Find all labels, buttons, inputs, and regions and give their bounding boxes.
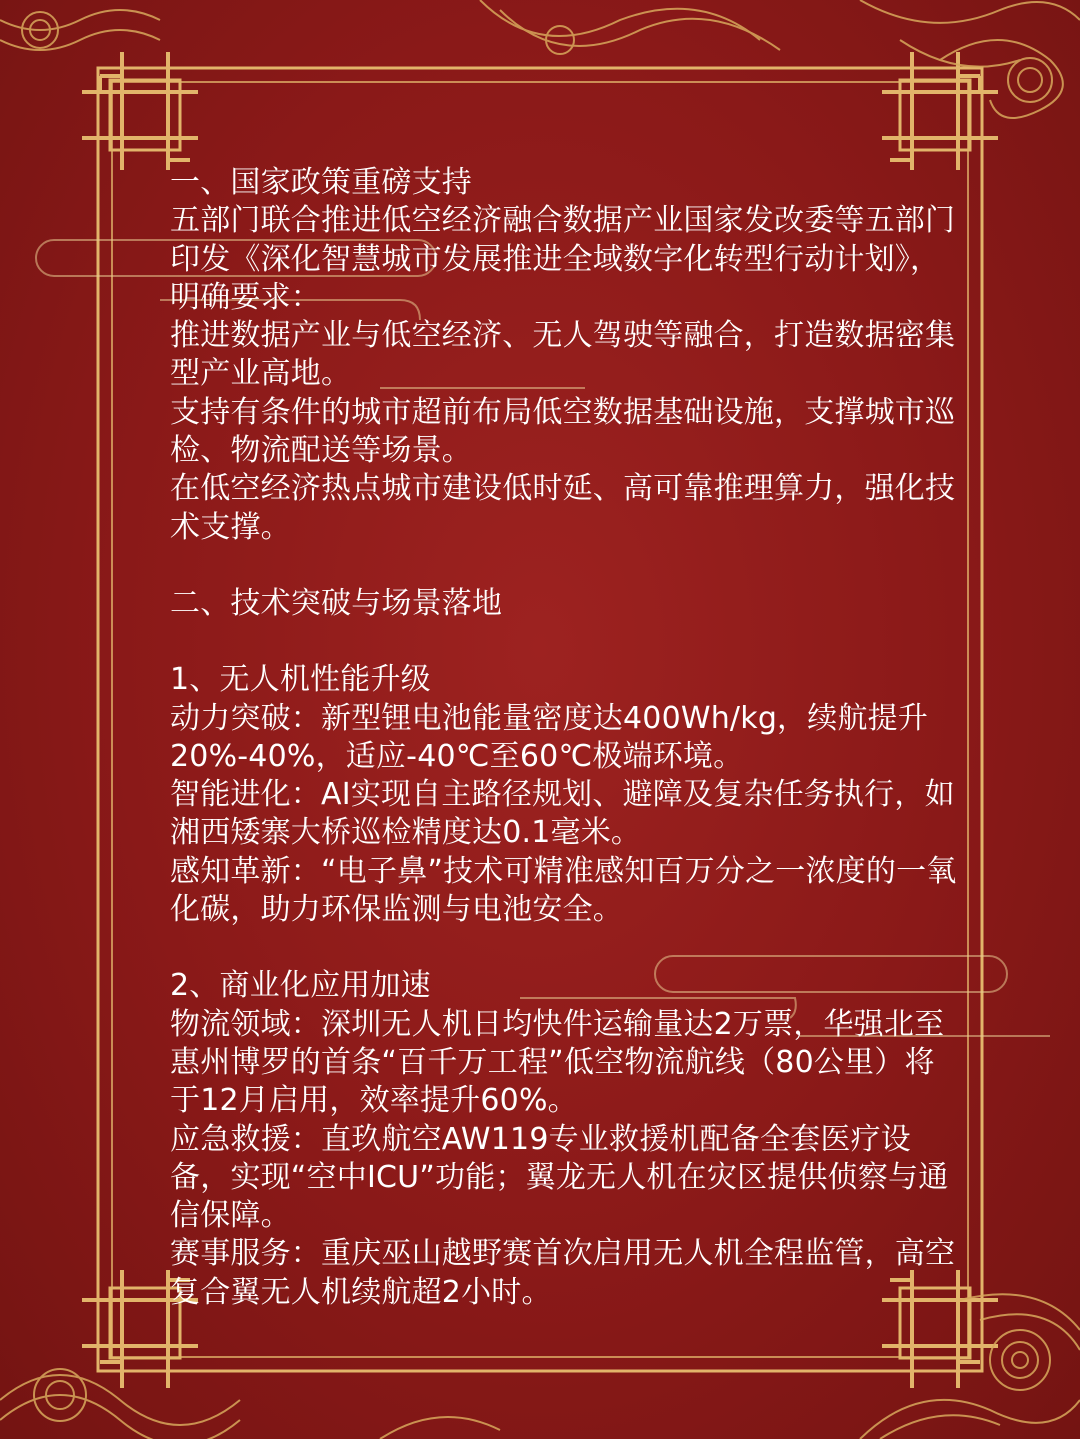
cloud-swirl-icon bbox=[0, 0, 1080, 118]
section1-heading: 一、国家政策重磅支持 bbox=[170, 165, 472, 200]
spacer bbox=[170, 547, 960, 585]
article-body bbox=[170, 164, 960, 1312]
spacer bbox=[170, 623, 960, 661]
spacer bbox=[170, 929, 960, 967]
section1-paragraph: 在低空经济热点城市建设低时延、高可靠推理算力，强化技术支撑。 bbox=[170, 471, 956, 545]
subsection2-paragraph: 物流领域：深圳无人机日均快件运输量达2万票，华强北至惠州博罗的首条“百千万工程”低空物流航线（80公里）将于12月启用，效率提升60%。 bbox=[170, 1006, 945, 1119]
subsection1-paragraph: 智能进化：AI实现自主路径规划、避障及复杂任务执行，如湘西矮寨大桥巡检精度达0.1毫米。 bbox=[170, 777, 955, 851]
section1-paragraph: 五部门联合推进低空经济融合数据产业国家发改委等五部门印发《深化智慧城市发展推进全域数字化转型行动计划》，明确要求： bbox=[170, 203, 956, 315]
subsection2-heading: 2、商业化应用加速 bbox=[170, 968, 431, 1004]
subsection1-heading: 1、无人机性能升级 bbox=[170, 662, 431, 698]
cloud-swirl-bottom-icon bbox=[0, 1294, 1080, 1439]
subsection1-paragraph: 感知革新：“电子鼻”技术可精准感知百万分之一浓度的一氧化碳，助力环保监测与电池安全。 bbox=[170, 853, 957, 928]
subsection2-paragraph: 应急救援：直玖航空AW119专业救援机配备全套医疗设备，实现“空中ICU”功能；翼龙无人机在灾区提供侦察与通信保障。 bbox=[170, 1121, 949, 1234]
subsection1-paragraph: 动力突破：新型锂电池能量密度达400Wh/kg，续航提升20%-40%，适应-40℃至60℃极端环境。 bbox=[170, 700, 929, 774]
section1-paragraph: 推进数据产业与低空经济、无人驾驶等融合，打造数据密集型产业高地。 bbox=[170, 318, 956, 392]
section2-heading: 二、技术突破与场景落地 bbox=[170, 585, 503, 621]
subsection2-paragraph: 赛事服务：重庆巫山越野赛首次启用无人机全程监管，高空复合翼无人机续航超2小时。 bbox=[170, 1236, 956, 1310]
section1-paragraph: 支持有条件的城市超前布局低空数据基础设施，支撑城市巡检、物流配送等场景。 bbox=[170, 394, 956, 469]
